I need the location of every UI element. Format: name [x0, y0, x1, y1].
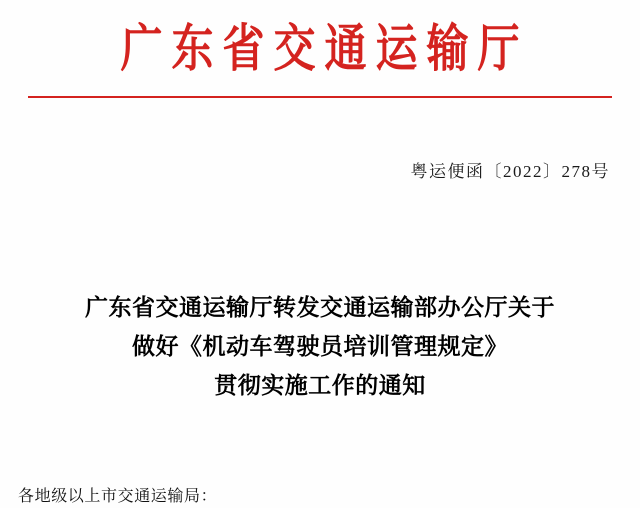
issuing-authority-title: 广东省交通运输厅 [120, 21, 529, 79]
document-title-line-3: 贯彻实施工作的通知 [214, 373, 426, 398]
document-title-line-2: 做好《机动车驾驶员培训管理规定》 [132, 334, 508, 359]
document-salutation: 各地级以上市交通运输局： [18, 488, 218, 505]
masthead-red-rule [28, 96, 612, 98]
document-masthead [0, 0, 640, 100]
document-title-line-1: 广东省交通运输厅转发交通运输部办公厅关于 [85, 295, 555, 320]
document-title [0, 288, 640, 405]
document-number: 粤运便函〔2022〕278号 [410, 162, 610, 181]
